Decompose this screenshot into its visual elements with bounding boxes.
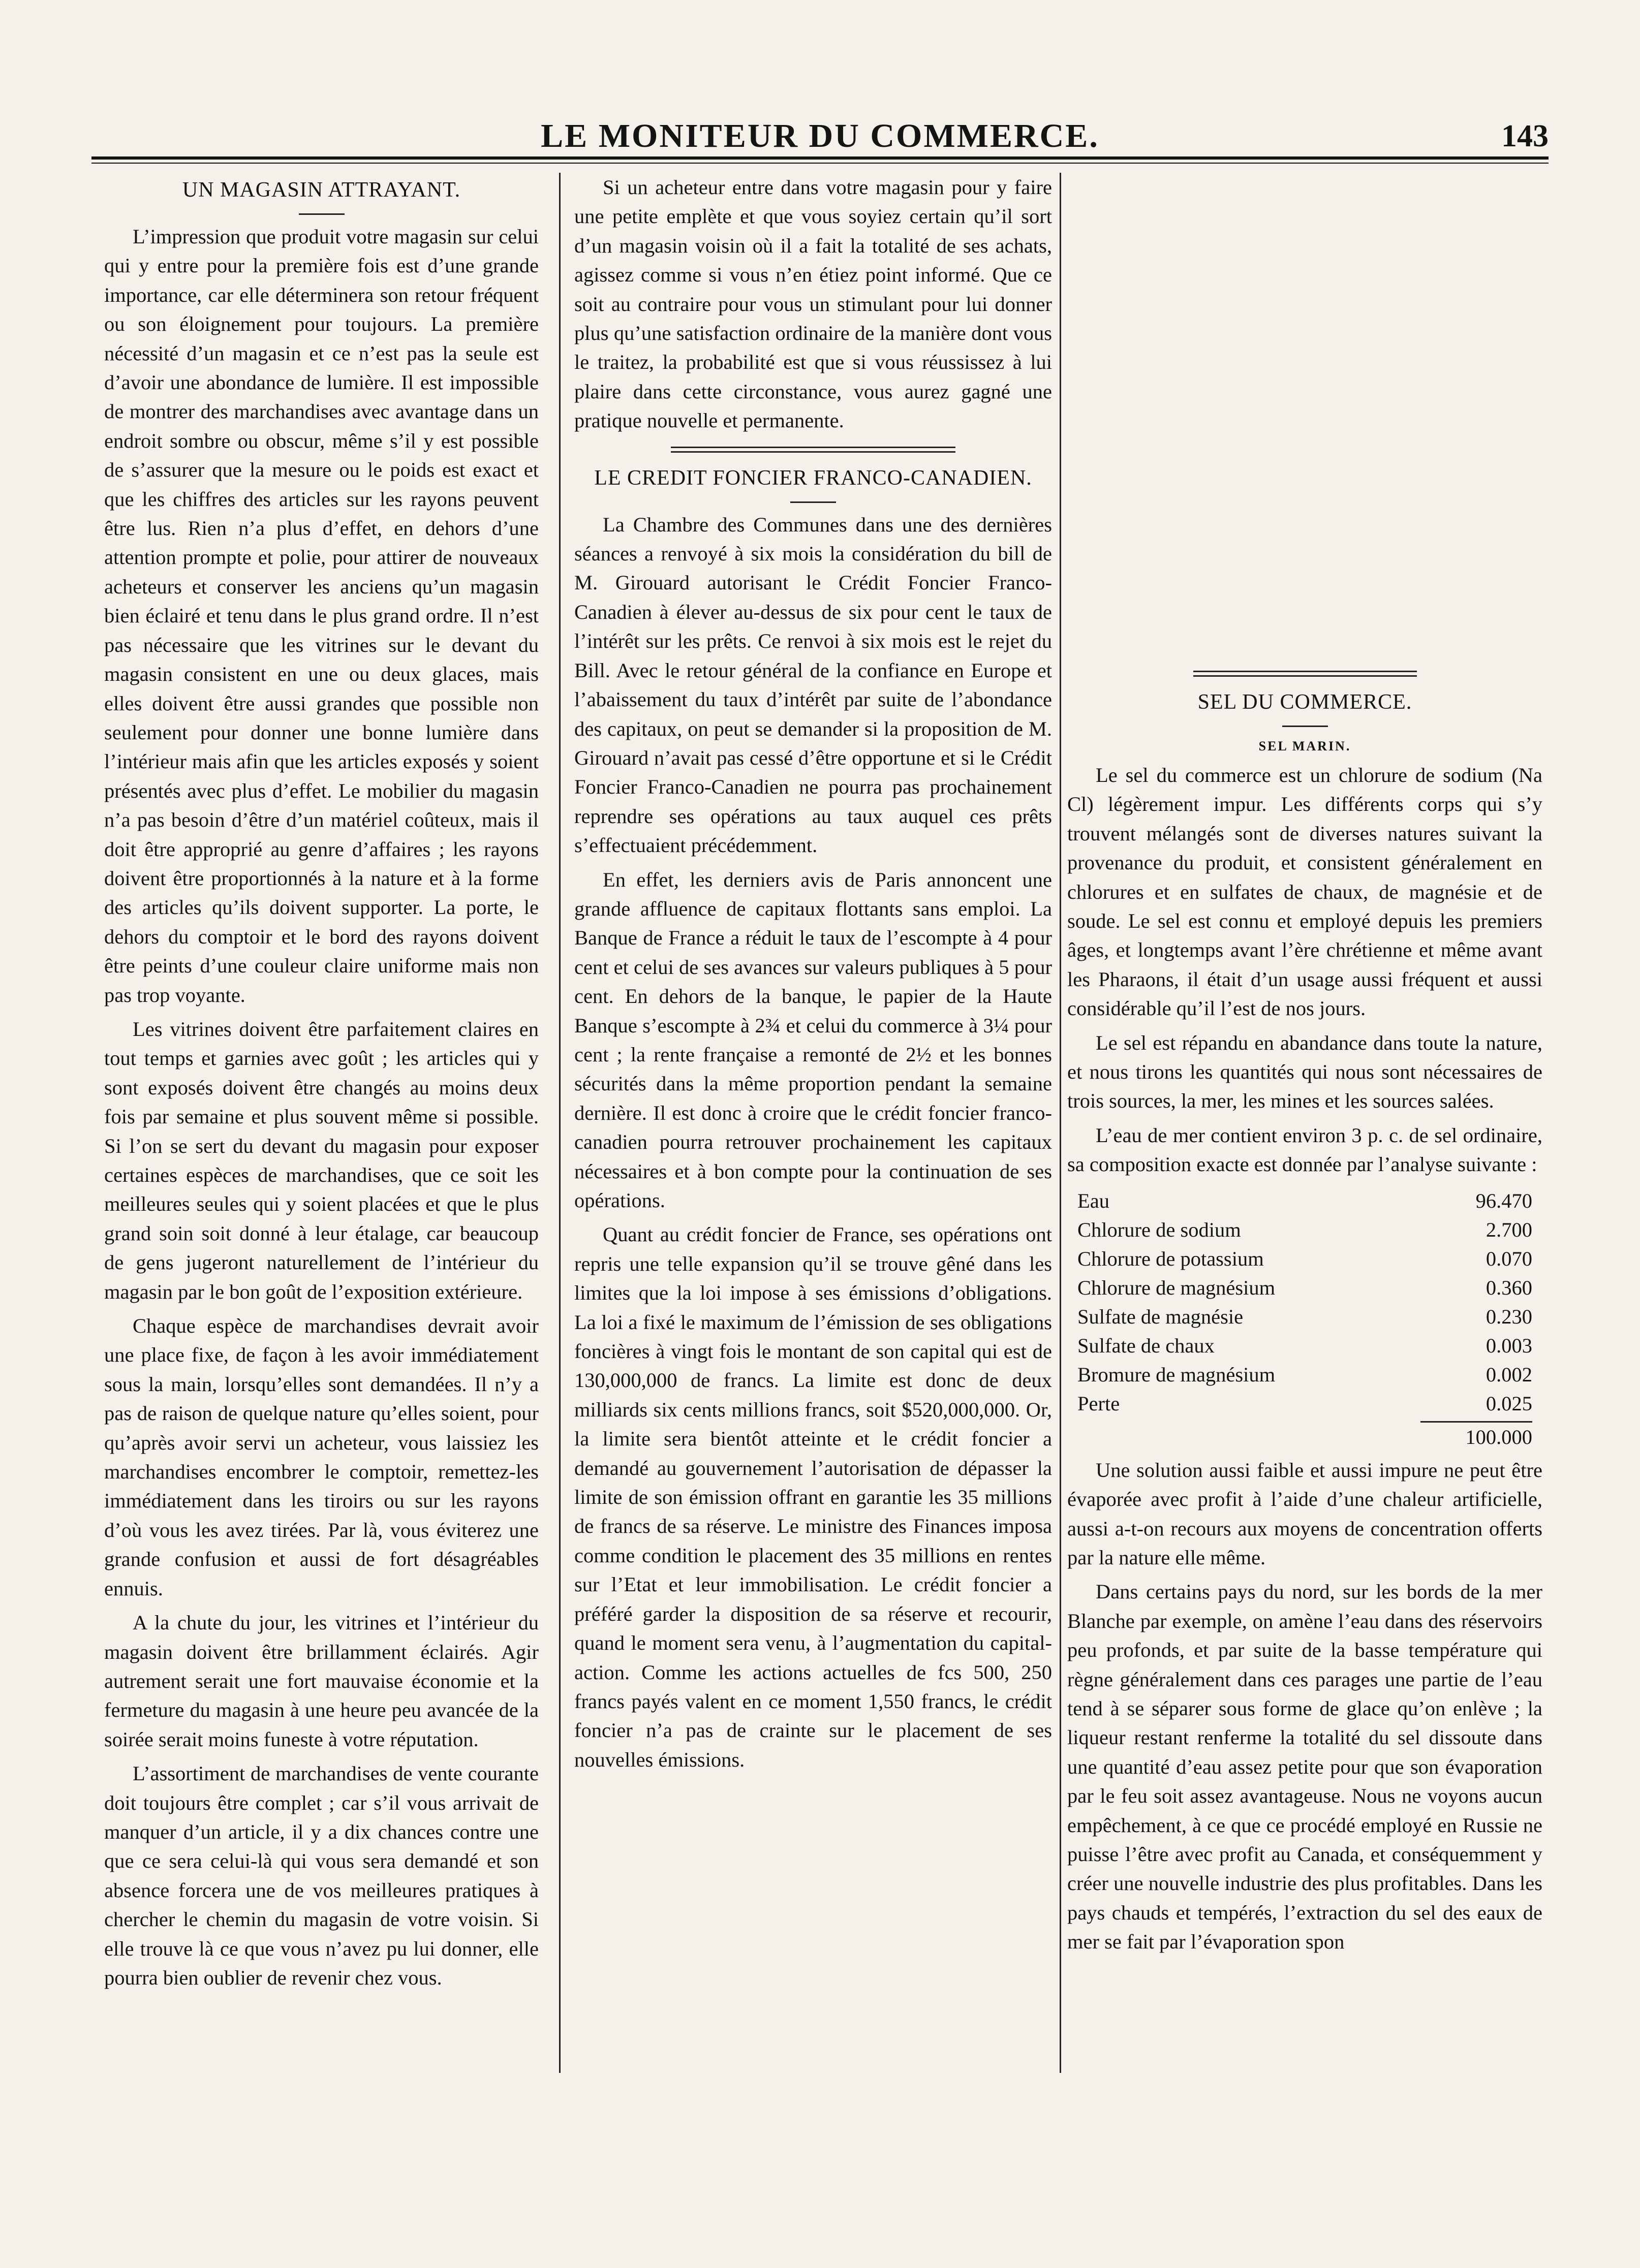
table-row	[1077, 1389, 1532, 1418]
article-paragraph: Une solution aussi faible et aussi impure ne peut être évaporée avec profit à l’aide d’une chaleur artificielle, aussi a-t-on recours aux moyens de concentration offerts par la nature elle même.	[1067, 1458, 1542, 1569]
article-subtitle: SEL MARIN.	[1258, 739, 1351, 753]
article-paragraph: Quant au crédit foncier de France, ses opérations ont repris une telle expansion qu’il se trouve gêné dans les limites que la loi impose à ses émissions d’obligations. La loi a fixé le maximum de l’émission de ses obligations foncières à vingt fois le montant de son capital qui est de 130,000,000 de francs. La limite est donc de deux milliards six cents millions francs, soit $520,000,000. Or, la limite sera bientôt atteinte et le crédit foncier a demandé au gouvernement l’autorisation de dépasser la limite de son émission offrant en garantie les 35 millions de francs de sa réserve. Le ministre des Finances imposa comme condition le placement des 35 millions en rentes sur l’Etat et leur immobilisation. Le crédit foncier a préféré garder la disposition de sa réserve et recourir, quand le moment sera venu, à l’augmentation du capital-action. Comme les actions actuelles de fcs 500, 250 francs payés valent en ce moment 1,550 francs, le crédit foncier n’a pas de crainte sur le placement de ses nouvelles émissions.	[574, 1223, 1052, 1771]
composition-table	[1077, 1186, 1532, 1452]
composition-value: 2.700	[1486, 1218, 1532, 1241]
table-row	[1077, 1302, 1532, 1331]
article-title: LE CREDIT FONCIER FRANCO-CANADIEN.	[594, 466, 1032, 490]
page-header	[91, 116, 1549, 156]
composition-label: Eau	[1077, 1189, 1109, 1212]
article-paragraph: L’impression que produit votre magasin sur celui qui y entre pour la première fois est d’une grande importance, car elle déterminera son retour fréquent ou son éloignement pour toujours. La première nécessité d’un magasin et ce n’est pas la seule est d’avoir une abondance de lumière. Il est impossible de montrer des marchandises avec avantage dans un endroit sombre ou obscur, même s’il y est possible de s’assurer que la mesure ou le poids est exact et que les chiffres des articles sur les rayons peuvent être lus. Rien n’a plus d’effet, en dehors d’une attention prompte et polie, pour attirer de nouveaux acheteurs et conserver les anciens qu’un magasin bien éclairé et tenu dans le plus grand ordre. Il n’est pas nécessaire que les vitrines sur le devant du magasin consistent en une ou deux glaces, mais elles doivent être aussi grandes que possible non seulement pour donner une bonne lumière dans l’intérieur mais afin que les articles exposés y soient présentés avec plus d’effet. Le mobilier du magasin n’a pas besoin d’être d’un matériel coûteux, mais il doit être approprié au genre d’affaires ; les rayons doivent être proportionnés à la nature et à la forme des articles qu’ils doivent supporter. La porte, le dehors du comptoir et le bord des rayons doivent être peints d’une couleur claire uniforme mais non pas trop voyante.	[104, 225, 539, 1006]
composition-label: Chlorure de magnésium	[1077, 1276, 1276, 1299]
table-row	[1077, 1186, 1532, 1215]
article-title: UN MAGASIN ATTRAYANT.	[182, 178, 461, 202]
column-1	[104, 173, 539, 2073]
column-divider	[559, 173, 561, 2073]
composition-label: Perte	[1077, 1392, 1120, 1415]
table-total-row	[1077, 1423, 1532, 1452]
article-paragraph: En effet, les derniers avis de Paris annoncent une grande affluence de capitaux flottants sans emploi. La Banque de France a réduit le taux de l’escompte à 4 pour cent et celui de ses avances sur valeurs publiques à 5 pour cent. En dehors de la banque, le papier de la Haute Banque s’escompte à 2¾ et celui du commerce à 3¼ pour cent ; la rente française a remonté de 2½ et les bonnes sécurités dans la même proportion pendant la semaine dernière. Il est donc à croire que le crédit foncier franco-canadien pourra retrouver prochainement les capitaux nécessaires et à bon compte pour la continuation de ses opérations.	[574, 868, 1052, 1212]
article-paragraph: La Chambre des Communes dans une des dernières séances a renvoyé à six mois la considération du bill de M. Girouard autorisant le Crédit Foncier Franco-Canadien à élever au-dessus de six pour cent le taux de l’intérêt sur les prêts. Ce renvoi à six mois est le rejet du Bill. Avec le retour général de la confiance en Europe et l’abaissement du taux d’intérêt par suite de l’abondance des capitaux, on peut se demander si la proposition de M. Girouard n’avait pas cessé d’être opportune et si le Crédit Foncier Franco-Canadien ne pourra pas prochainement reprendre ses opérations au taux auquel ces prêts s’effectuaient précédemment.	[574, 513, 1052, 857]
composition-label: Chlorure de sodium	[1077, 1218, 1241, 1241]
composition-value: 0.070	[1486, 1247, 1532, 1270]
article-paragraph: L’assortiment de marchandises de vente courante doit toujours être complet ; car s’il vous arrivait de manquer d’un article, il y a dix chances contre une que ce sera celui-là qui vous sera demandé et son absence forcera une de vos meilleures pratiques à chercher le chemin du magasin de votre voisin. Si elle trouve là ce que vous n’avez pu lui donner, elle pourra bien oublier de revenir chez vous.	[104, 1762, 539, 1989]
article-paragraph: L’eau de mer contient environ 3 p. c. de sel ordinaire, sa composition exacte est donnée par l’analyse suivante :	[1067, 1123, 1542, 1176]
composition-value: 0.360	[1486, 1276, 1532, 1299]
title-rule	[1282, 726, 1328, 727]
article-paragraph: Le sel est répandu en abandance dans toute la nature, et nous tirons les quantités qui nous sont nécessaires de trois sources, la mer, les mines et les sources salées.	[1067, 1031, 1542, 1113]
page-number: 143	[1501, 119, 1549, 153]
column-divider	[1060, 173, 1061, 2073]
table-row	[1077, 1360, 1532, 1389]
column-2	[574, 173, 1052, 2073]
composition-label: Bromure de magnésium	[1077, 1363, 1276, 1386]
table-row	[1077, 1244, 1532, 1273]
article-paragraph: Dans certains pays du nord, sur les bords de la mer Blanche par exemple, on amène l’eau dans des réservoirs peu profonds, et par suite de la basse température qui règne généralement dans ces parages une partie de l’eau tend à se séparer sous forme de glace qu’on enlève ; la liqueur restant renferme la totalité du sel dissoute dans une quantité d’eau assez petite pour que son évaporation par le feu soit assez avantageuse. Nous ne voyons aucun empêchement, à ce que ce procédé employé en Russie ne puisse l’être avec profit au Canada, et conséquemment y créer une nouvelle industrie des plus profitables. Dans les pays chauds et tempérés, l’extraction du sel des eaux de mer se fait par l’évaporation spon	[1067, 1580, 1542, 1954]
column-3	[1067, 173, 1542, 2073]
header-rule	[91, 156, 1549, 164]
composition-value: 96.470	[1475, 1189, 1532, 1212]
title-rule	[790, 501, 836, 503]
composition-value: 0.230	[1486, 1305, 1532, 1328]
title-rule	[299, 213, 345, 215]
composition-value: 0.003	[1486, 1334, 1532, 1357]
table-row	[1077, 1331, 1532, 1360]
composition-label: Chlorure de potassium	[1077, 1247, 1264, 1270]
article-separator	[671, 447, 955, 453]
table-row	[1077, 1215, 1532, 1244]
article-paragraph: Si un acheteur entre dans votre magasin pour y faire une petite emplète et que vous soyiez certain qu’il sort d’un magasin voisin où il a fait la totalité de ses achats, agissez comme si vous n’en étiez point informé. Que ce soit au contraire pour vous un stimulant pour lui donner plus qu’une satisfaction ordinaire de la manière dont vous le traitez, la probabilité est que si vous réussissez à lui plaire dans cette circonstance, vous aurez gagné une pratique nouvelle et permanente.	[574, 176, 1052, 432]
article-paragraph: Les vitrines doivent être parfaitement claires en tout temps et garnies avec goût ; les articles qui y sont exposés doivent être changés au moins deux fois par semaine et plus souvent même si possible. Si l’on se sert du devant du magasin pour exposer certaines espèces de marchandises, que ce soit les meilleures seules qui y soient placées et que le plus grand soin soit donné à leur étalage, car beaucoup de gens jugeront naturellement de l’intérieur du magasin par le bon goût de l’exposition extérieure.	[104, 1017, 539, 1303]
composition-label: Sulfate de magnésie	[1077, 1305, 1244, 1328]
article-separator	[1193, 671, 1417, 677]
article-paragraph: Chaque espèce de marchandises devrait avoir une place fixe, de façon à les avoir immédiatement sous la main, lorsqu’elles sont demandées. Il n’y a pas de raison de quelque nature qu’elles soient, pour qu’après avoir servi un acheteur, vous laissiez les marchandises encombrer le comptoir, remettez-les immédiatement dans les tiroirs ou sur les rayons d’où vous les avez tirées. Par là, vous éviterez une grande confusion et aussi de fort désagréables ennuis.	[104, 1314, 539, 1600]
article-paragraph: Le sel du commerce est un chlorure de sodium (Na Cl) légèrement impur. Les différents corps qui s’y trouvent mélangés sont de diverses natures suivant la provenance du produit, et consistent généralement en chlorures et en sulfates de chaux, de magnésie et de soude. Le sel est connu et employé depuis les premiers âges, et longtemps avant l’ère chrétienne et même avant les Pharaons, il était d’un usage aussi fréquent et aussi considérable qu’il l’est de nos jours.	[1067, 764, 1542, 1020]
composition-total: 100.000	[1465, 1425, 1532, 1448]
composition-label: Sulfate de chaux	[1077, 1334, 1215, 1357]
masthead-title: LE MONITEUR DU COMMERCE.	[541, 117, 1099, 154]
article-paragraph: A la chute du jour, les vitrines et l’intérieur du magasin doivent être brillamment éclairés. Agir autrement serait une fort mauvaise économie et la fermeture du magasin à une heure peu avancée de la soirée serait moins funeste à votre réputation.	[104, 1611, 539, 1751]
article-title: SEL DU COMMERCE.	[1197, 690, 1412, 714]
composition-value: 0.025	[1486, 1392, 1532, 1415]
table-row	[1077, 1273, 1532, 1302]
composition-value: 0.002	[1486, 1363, 1532, 1386]
